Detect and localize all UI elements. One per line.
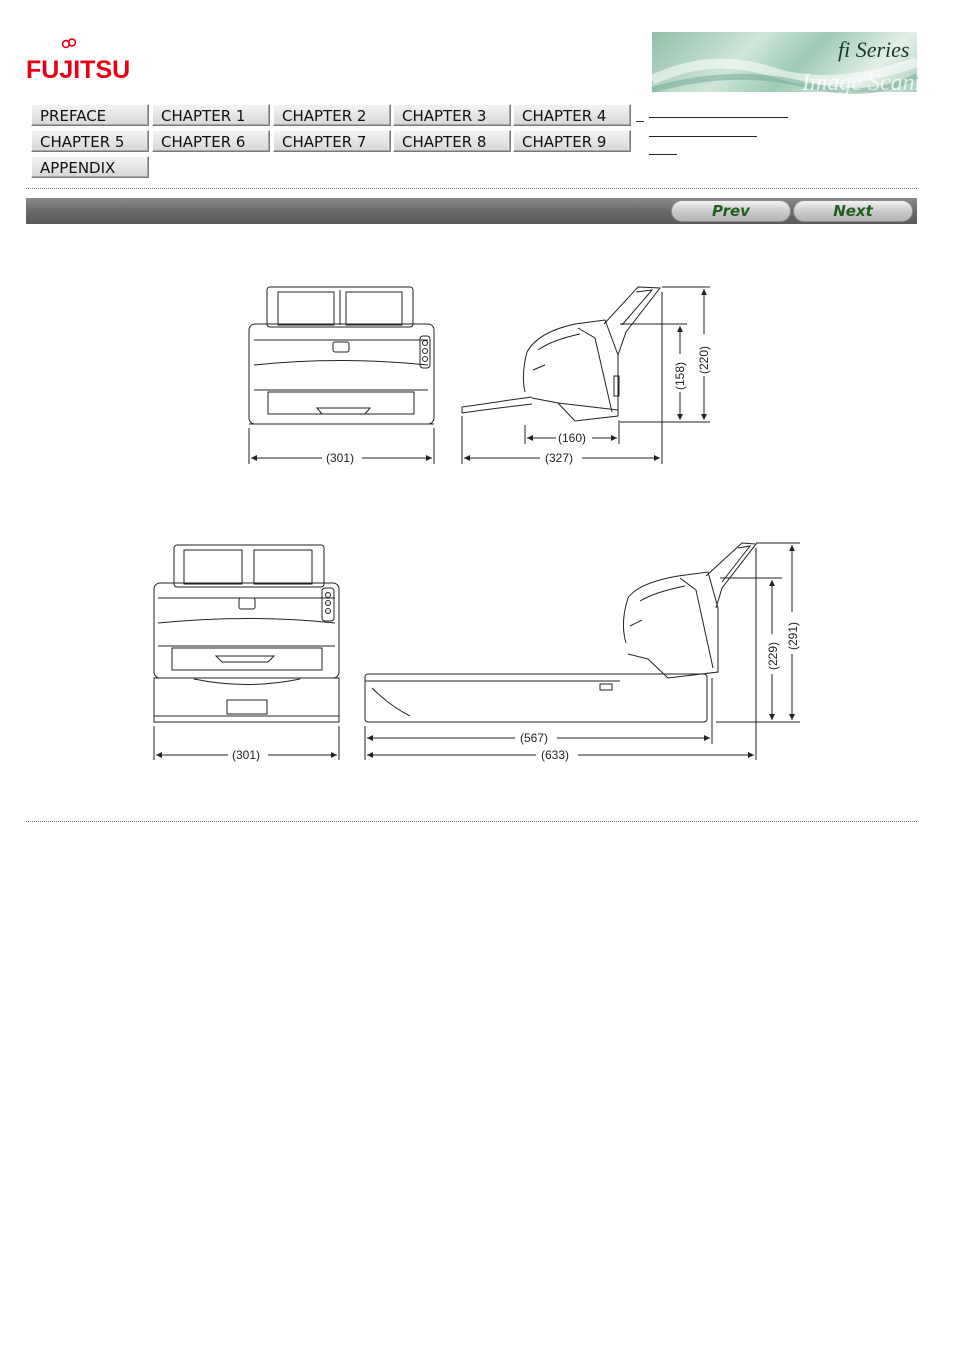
logo-text: FUJITSU <box>26 56 131 84</box>
nav-chapter-9[interactable]: CHAPTER 9 <box>513 130 631 152</box>
nav-preface[interactable]: PREFACE <box>31 104 149 126</box>
scanner-front-view <box>249 287 434 424</box>
flatbed-dimension-lines <box>154 543 800 760</box>
fujitsu-logo <box>26 38 131 88</box>
nav-connector <box>636 121 644 122</box>
dim-height: (291) <box>786 621 800 650</box>
nav-chapter-6[interactable]: CHAPTER 6 <box>152 130 270 152</box>
scanner-dimension-drawing <box>240 280 720 470</box>
nav-chapter-4[interactable]: CHAPTER 4 <box>513 104 631 126</box>
dim-width: (301) <box>326 451 355 465</box>
nav-chapter-8[interactable]: CHAPTER 8 <box>393 130 511 152</box>
dim-depth-base: (567) <box>520 731 549 745</box>
banner-title: fi Series <box>838 37 910 62</box>
prev-button[interactable]: Prev <box>671 200 791 222</box>
nav-chapter-5[interactable]: CHAPTER 5 <box>31 130 149 152</box>
bottom-divider <box>26 821 917 822</box>
dim-depth: (327) <box>545 451 574 465</box>
scanner-side-view <box>462 287 660 421</box>
flatbed-side-view <box>365 543 756 722</box>
nav-chapter-7[interactable]: CHAPTER 7 <box>273 130 391 152</box>
dim-depth: (633) <box>541 748 570 762</box>
nav-appendix[interactable]: APPENDIX <box>31 156 149 178</box>
banner-script: Image Scanner <box>802 70 947 96</box>
dim-depth-base: (160) <box>558 431 587 445</box>
nav-chapter-2[interactable]: CHAPTER 2 <box>273 104 391 126</box>
dim-height: (220) <box>697 345 711 374</box>
scanner-flatbed-dimension-drawing <box>150 538 810 768</box>
dim-height-low: (158) <box>673 361 687 390</box>
side-link-2[interactable] <box>649 136 757 137</box>
side-link-3[interactable] <box>649 154 677 155</box>
next-button[interactable]: Next <box>793 200 913 222</box>
side-link-1[interactable] <box>649 117 788 118</box>
dim-height-low: (229) <box>766 641 780 670</box>
top-divider <box>26 188 917 189</box>
dim-width: (301) <box>232 748 261 762</box>
flatbed-front-view <box>154 545 339 722</box>
nav-chapter-1[interactable]: CHAPTER 1 <box>152 104 270 126</box>
fi-series-banner <box>652 32 947 96</box>
nav-chapter-3[interactable]: CHAPTER 3 <box>393 104 511 126</box>
